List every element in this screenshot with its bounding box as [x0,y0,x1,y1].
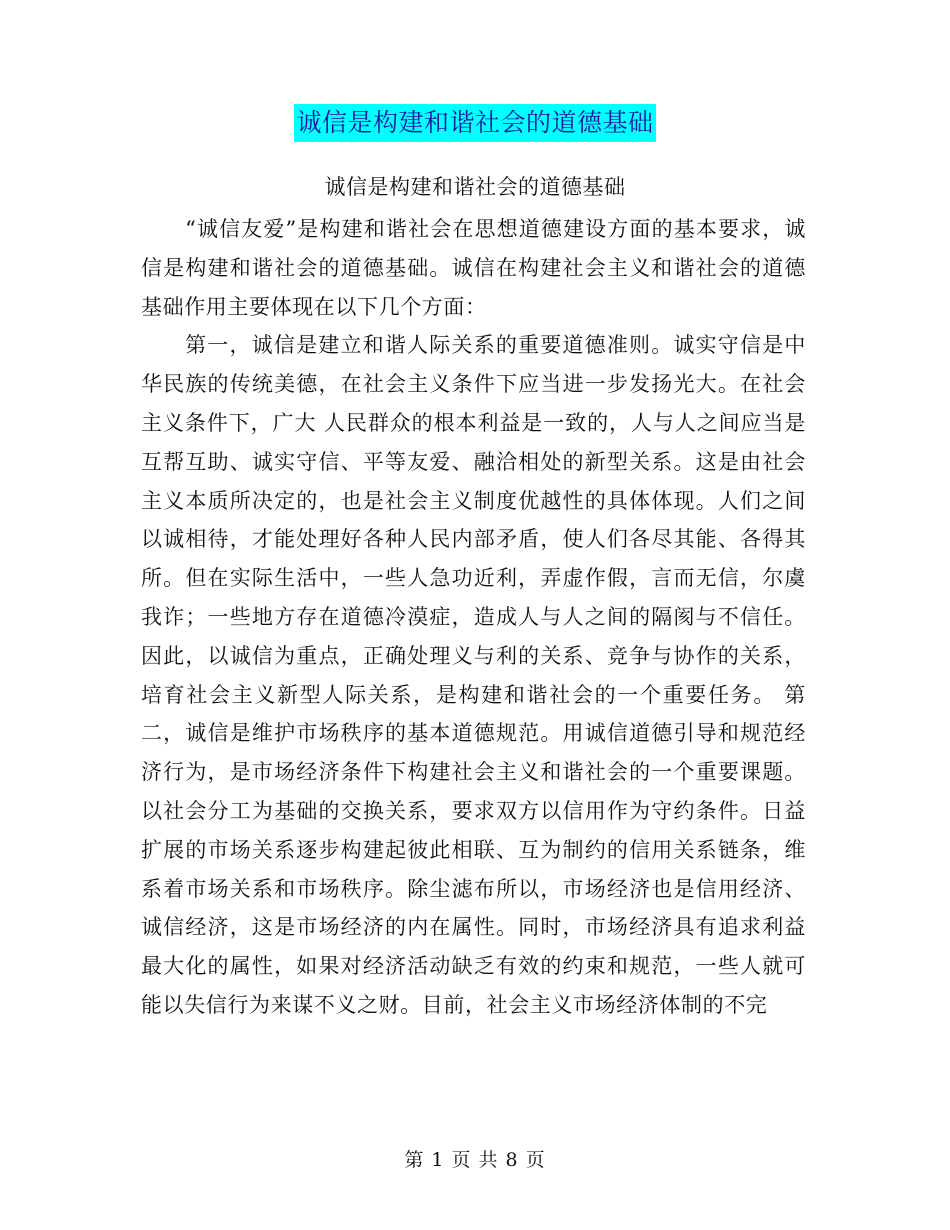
document-body [141,210,806,1025]
document-title [0,104,950,142]
document-subtitle: 诚信是构建和谐社会的道德基础 [324,175,626,199]
page-number-footer: 第 1 页 共 8 页 [404,1149,546,1171]
document-title-text: 诚信是构建和谐社会的道德基础 [294,104,655,142]
paragraph-intro: “诚信友爱”是构建和谐社会在思想道德建设方面的基本要求，诚信是构建和谐社会的道德基础。诚信在构建社会主义和谐社会的道德基础作用主要体现在以下几个方面： [141,217,806,319]
paragraph-main: 第一，诚信是建立和谐人际关系的重要道德准则。诚实守信是中华民族的传统美德，在社会主义条件下应当进一步发扬光大。在社会主义条件下，广大 人民群众的根本利益是一致的，人与人之间应当是互帮互助、诚实守信、平等友爱、融洽相处的新型关系。这是由社会主义本质所决定的，也是社会主义制度优越性的具体体现。人们之间以诚相待，才能处理好各种人民内部矛盾，使人们各尽其能、各得其所。但在实际生活中，一些人急功近利，弄虚作假，言而无信，尔虞我诈；一些地方存在道德冷漠症，造成人与人之间的隔阂与不信任。因此，以诚信为重点，正确处理义与利的关系、竞争与协作的关系，培育社会主义新型人际关系，是构建和谐社会的一个重要任务。 第二，诚信是维护市场秩序的基本道德规范。用诚信道德引导和规范经济行为，是市场经济条件下构建社会主义和谐社会的一个重要课题。以社会分工为基础的交换关系，要求双方以信用作为守约条件。日益扩展的市场关系逐步构建起彼此相联、互为制约的信用关系链条，维系着市场关系和市场秩序。除尘滤布所以，市场经济也是信用经济、诚信经济，这是市场经济的内在属性。同时，市场经济具有追求利益最大化的属性，如果对经济活动缺乏有效的约束和规范，一些人就可能以失信行为来谋不义之财。目前，社会主义市场经济体制的不完 [141,333,806,1017]
